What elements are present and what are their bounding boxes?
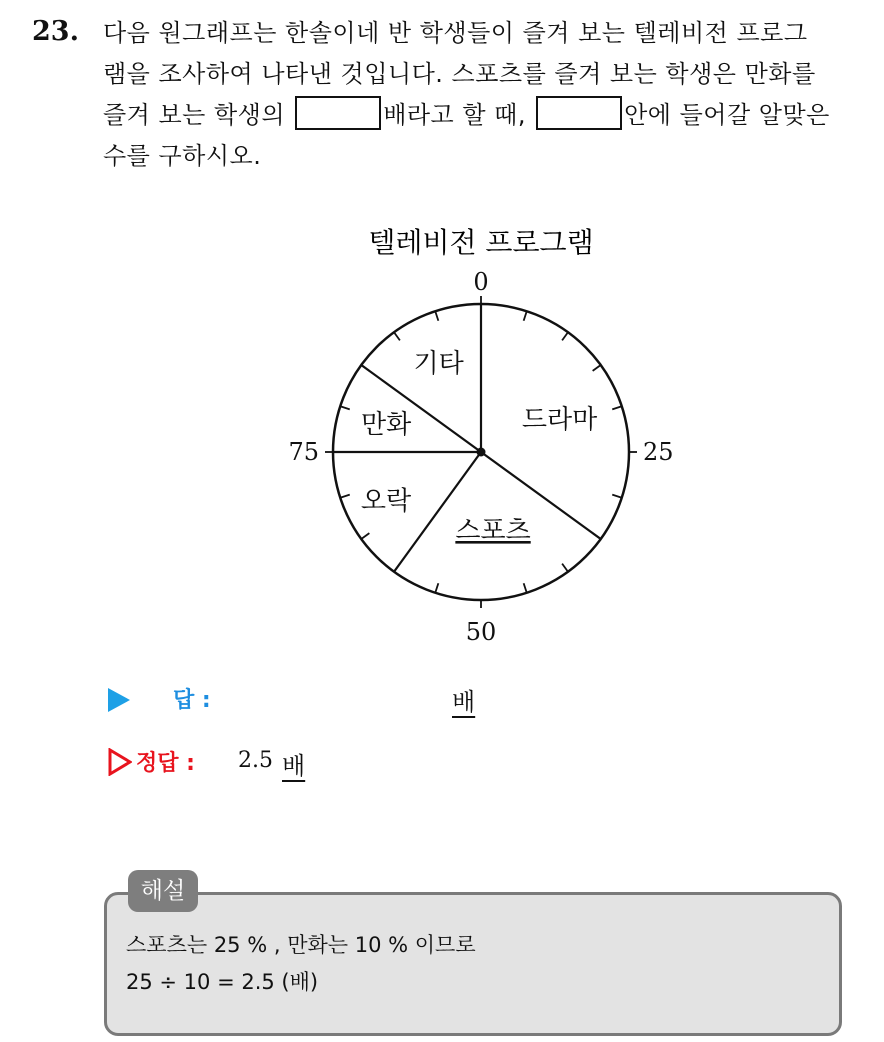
outline-triangle-icon	[108, 748, 132, 776]
answer-blank-box-2	[536, 96, 622, 130]
question-line-1: 다음 원그래프는 한솔이네 반 학생들이 즐겨 보는 텔레비전 프로그	[103, 19, 808, 47]
question-number: 23.	[32, 16, 79, 47]
scale-label: 0	[473, 268, 489, 296]
explanation-tag: 해설	[128, 870, 198, 912]
answer-row	[108, 680, 608, 720]
correct-label: 정답 :	[136, 751, 195, 776]
explanation-box	[104, 892, 842, 1036]
pie-center-dot	[477, 448, 486, 457]
pie-chart	[280, 212, 690, 642]
slice-label: 오락	[360, 486, 412, 517]
explanation-line-2: 25 ÷ 10 = 2.5 (배)	[126, 970, 319, 994]
answer-label: 답 :	[173, 688, 211, 713]
correct-answer-row	[108, 744, 608, 784]
question-line-3-part-b: 배라고 할 때,	[383, 101, 535, 129]
play-triangle-icon	[108, 688, 130, 712]
scale-label: 75	[288, 438, 319, 466]
chart-title: 텔레비전 프로그램	[368, 226, 594, 259]
question-line-3	[103, 95, 873, 136]
scale-label: 50	[465, 618, 497, 642]
slice-label: 드라마	[521, 405, 598, 436]
correct-unit: 배	[282, 752, 306, 780]
slice-label: 기타	[413, 348, 464, 379]
question-line-2: 램을 조사하여 나타낸 것입니다. 스포츠를 즐겨 보는 학생은 만화를	[103, 60, 816, 88]
explanation-line-1: 스포츠는 25 % , 만화는 10 % 이므로	[126, 933, 476, 957]
slice-label: 스포츠	[455, 516, 531, 547]
slice-label: 만화	[360, 409, 412, 440]
question-line-3-part-c: 안에 들어갈 알맞은	[624, 101, 830, 129]
answer-blank-box	[295, 96, 381, 130]
answer-unit[interactable]: 배	[452, 688, 476, 716]
question-text	[103, 13, 873, 177]
question-line-3-part-a: 즐겨 보는 학생의	[103, 101, 294, 129]
correct-value: 2.5	[238, 748, 273, 773]
scale-label: 25	[643, 438, 674, 466]
question-line-4: 수를 구하시오.	[103, 142, 262, 170]
